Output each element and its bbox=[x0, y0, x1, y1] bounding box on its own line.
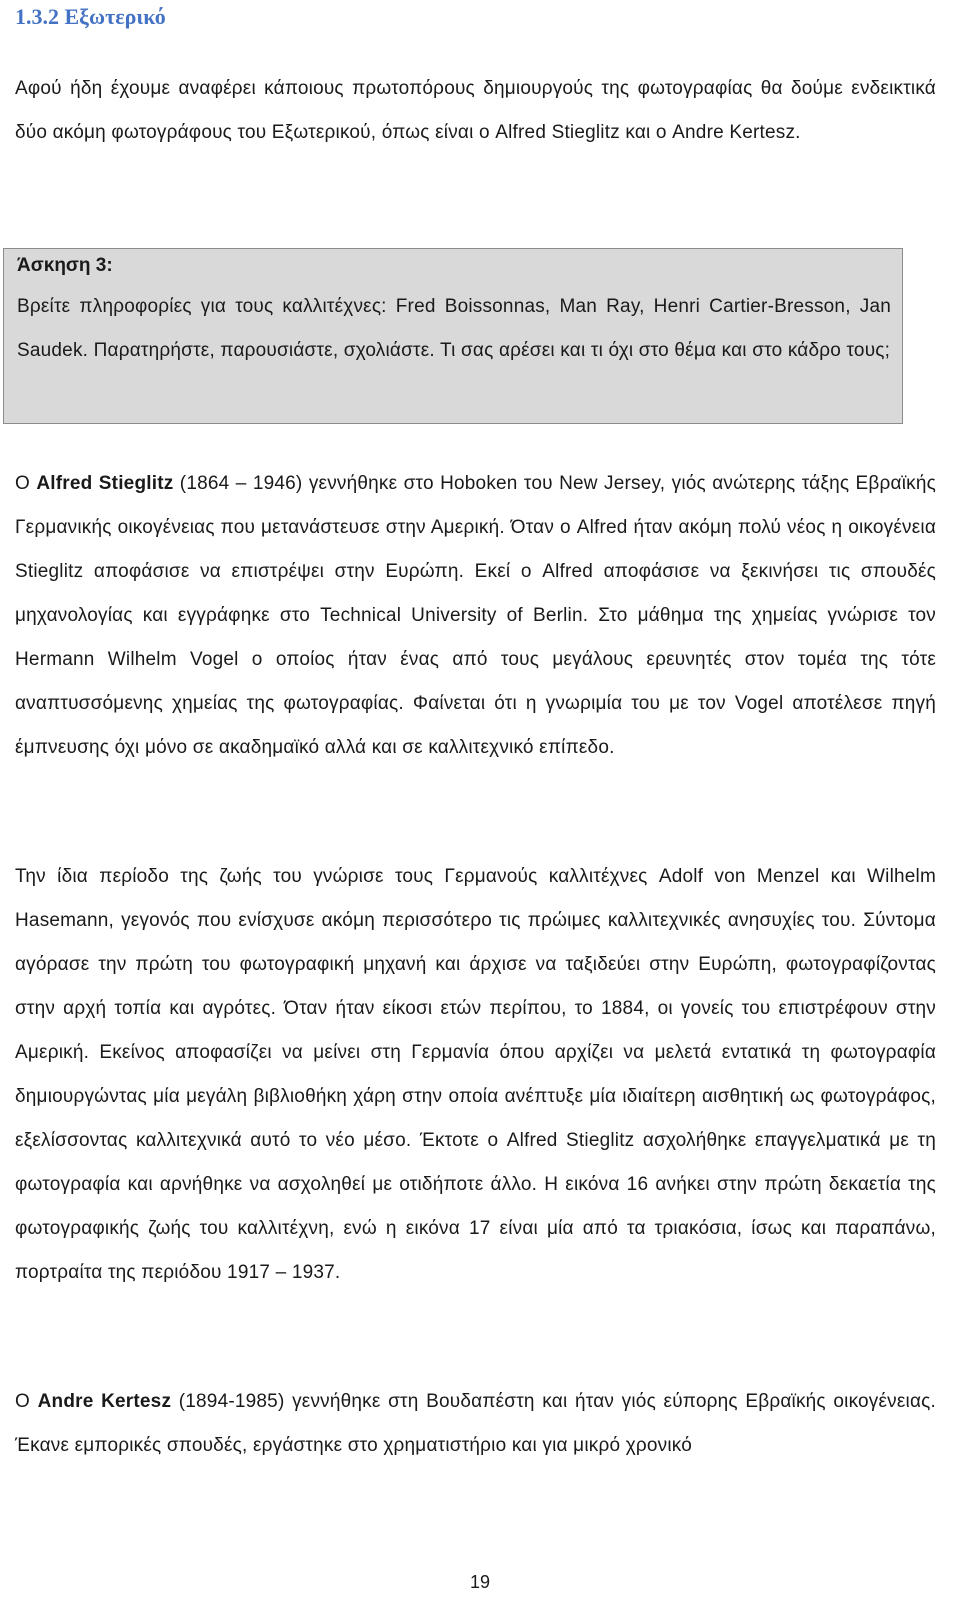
exercise-title: Άσκηση 3: bbox=[17, 255, 113, 276]
exercise-text: Βρείτε πληροφορίες για τους καλλιτέχνες: Fred Boissonnas, Man Ray, Henri Cartier-Bresson, Jan Saudek. Παρατηρήστε, παρουσιάστε, σχολιάστε. Τι σας αρέσει και τι όχι στο θέμα και στο κάδρο τους; bbox=[17, 296, 891, 361]
stieglitz-name: Alfred Stieglitz bbox=[36, 473, 174, 494]
kertesz-prefix: Ο bbox=[15, 1391, 38, 1412]
stieglitz-paragraph-1 bbox=[15, 462, 936, 770]
stieglitz-paragraph-2: Την ίδια περίοδο της ζωής του γνώρισε τους Γερμανούς καλλιτέχνες Adolf von Menzel και Wilhelm Hasemann, γεγονός που ενίσχυσε ακόμη περισσότερο τις πρώιμες καλλιτεχνικές ανησυχίες του. Σύντομα αγόρασε την πρώτη του φωτογραφική μηχανή και άρχισε να ταξιδεύει στην Ευρώπη, φωτογραφίζοντας στην αρχή τοπία και αγρότες. Όταν ήταν είκοσι ετών περίπου, το 1884, οι γονείς του επιστρέφουν στην Αμερική. Εκείνος αποφασίζει να μείνει στη Γερμανία όπου αρχίζει να μελετά εντατικά τη φωτογραφία δημιουργώντας μία μεγάλη βιβλιοθήκη χάρη στην οποία ανέπτυξε μία ιδιαίτερη αισθητική ως φωτογράφος, εξελίσσοντας καλλιτεχνικά αυτό το νέο μέσο. Έκτοτε ο Alfred Stieglitz ασχολήθηκε επαγγελματικά με τη φωτογραφία και αρνήθηκε να ασχοληθεί με οτιδήποτε άλλο. Η εικόνα 16 ανήκει στην πρώτη δεκαετία της φωτογραφικής ζωής του καλλιτέχνη, ενώ η εικόνα 17 είναι μία από τα τριακόσια, ίσως και παραπάνω, πορτραίτα της περιόδου 1917 – 1937. bbox=[15, 866, 936, 1283]
exercise-box bbox=[3, 248, 903, 424]
kertesz-paragraph bbox=[15, 1380, 936, 1468]
stieglitz-prefix: Ο bbox=[15, 473, 37, 494]
page-number: 19 bbox=[469, 1572, 491, 1592]
stieglitz-text: (1864 – 1946) γεννήθηκε στο Hoboken του New Jersey, γιός ανώτερης τάξης Εβραϊκής Γερμανικής οικογένειας που μετανάστευσε στην Αμερική. Όταν ο Alfred ήταν ακόμη πολύ νέος η οικογένεια Stieglitz αποφάσισε να επιστρέψει στην Ευρώπη. Εκεί ο Alfred αποφάσισε να ξεκινήσει τις σπουδές μηχανολογίας και εγγράφηκε στο Technical University of Berlin. Στο μάθημα της χημείας γνώρισε τον Hermann Wilhelm Vogel ο οποίος ήταν ένας από τους μεγάλους ερευνητές στον τομέα της τότε αναπτυσσόμενης χημείας της φωτογραφίας. Φαίνεται ότι η γνωριμία του με τον Vogel αποτέλεσε πηγή έμπνευσης όχι μόνο σε ακαδημαϊκό αλλά και σε καλλιτεχνικό επίπεδο. bbox=[15, 473, 936, 758]
kertesz-name: Andre Kertesz bbox=[37, 1391, 172, 1412]
section-heading: 1.3.2 Εξωτερικό bbox=[15, 4, 166, 29]
intro-paragraph: Αφού ήδη έχουμε αναφέρει κάποιους πρωτοπόρους δημιουργούς της φωτογραφίας θα δούμε ενδεικτικά δύο ακόμη φωτογράφους του Εξωτερικού, όπως είναι ο Alfred Stieglitz και ο Andre Kertesz. bbox=[15, 78, 936, 143]
kertesz-text: (1894-1985) γεννήθηκε στη Βουδαπέστη και ήταν γιός εύπορης Εβραϊκής οικογένειας. Έκανε εμπορικές σπουδές, εργάστηκε στο χρηματιστήριο και για μικρό χρονικό bbox=[15, 1391, 936, 1456]
